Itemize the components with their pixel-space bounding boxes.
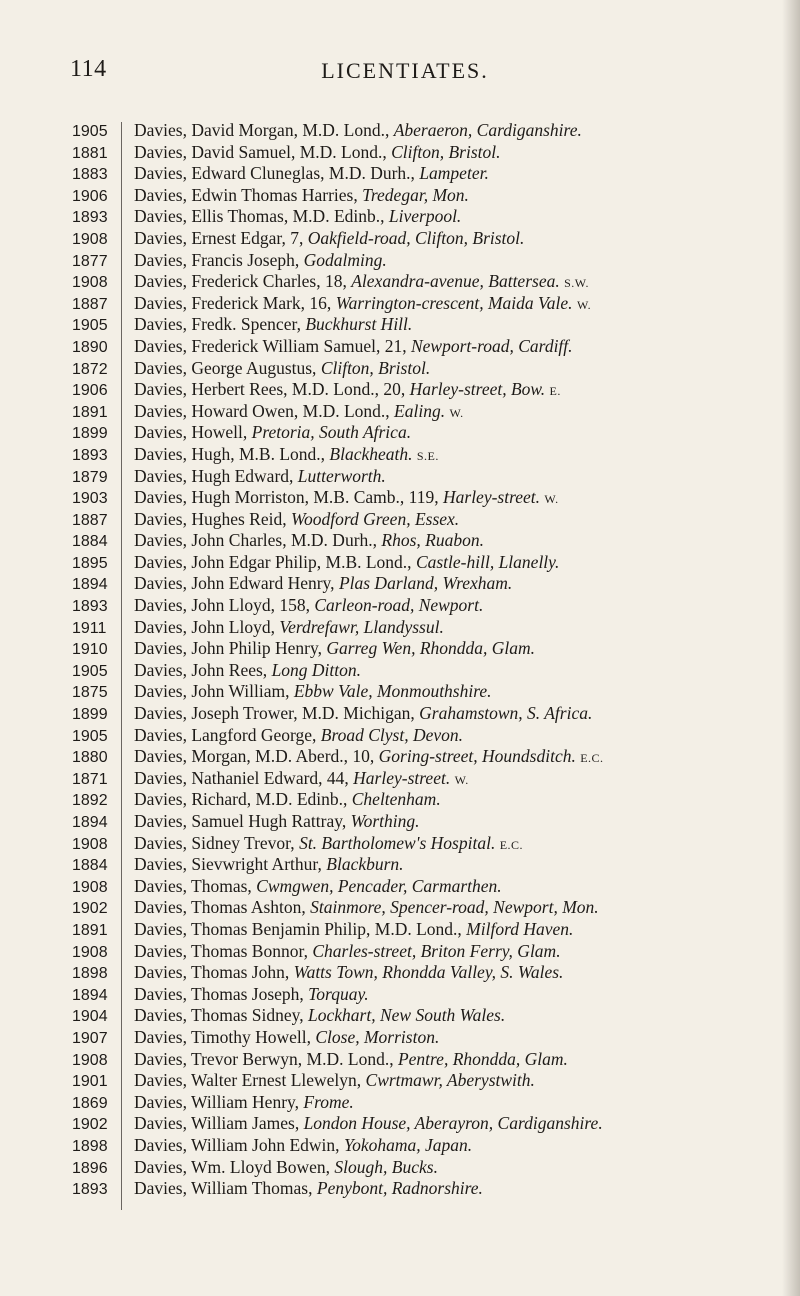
entry-place: Grahamstown, S. Africa. xyxy=(419,703,593,724)
entry-place: Milford Haven. xyxy=(466,918,574,939)
entry-year: 1872 xyxy=(72,360,108,378)
entry-text xyxy=(116,573,512,595)
list-item xyxy=(72,919,782,941)
list-item xyxy=(72,444,782,466)
entry-place: Charles-street, Briton Ferry, Glam. xyxy=(312,940,561,961)
list-item xyxy=(72,271,782,293)
entry-place: Plas Darland, Wrexham. xyxy=(338,573,513,594)
entry-name: Davies, Joseph Trower, M.D. Michigan, xyxy=(134,703,420,724)
entry-place: Oakfield-road, Clifton, Bristol. xyxy=(307,227,525,248)
list-item xyxy=(72,206,782,228)
entry-year: 1908 xyxy=(72,878,108,896)
entry-text xyxy=(116,1113,603,1135)
entry-name: Davies, Frederick Mark, 16, xyxy=(134,292,336,313)
page-edge-shadow xyxy=(782,0,800,1296)
list-item xyxy=(72,681,782,703)
entry-place: Rhos, Ruabon. xyxy=(381,530,484,551)
entry-place: Castle-hill, Llanelly. xyxy=(415,551,560,572)
entry-place: Tredegar, Mon. xyxy=(362,184,469,205)
entry-name: Davies, Richard, M.D. Edinb., xyxy=(134,789,352,810)
entry-place: Worthing. xyxy=(350,811,420,831)
entry-name: Davies, Edwin Thomas Harries, xyxy=(134,184,363,205)
entry-name: Davies, Hugh Edward, xyxy=(134,465,298,486)
entry-year: 1908 xyxy=(72,835,108,853)
list-item xyxy=(72,314,782,336)
entry-place: Godalming. xyxy=(303,249,387,270)
list-item xyxy=(72,358,782,380)
entry-name: Davies, Walter Ernest Llewelyn, xyxy=(134,1070,366,1091)
list-item xyxy=(72,833,782,855)
entry-year: 1893 xyxy=(72,1181,108,1199)
page-number: 114 xyxy=(70,56,107,82)
entry-name: Davies, Wm. Lloyd Bowen, xyxy=(134,1156,335,1177)
entry-place: Liverpool. xyxy=(388,206,462,227)
entry-year: 1887 xyxy=(72,511,108,529)
entry-text xyxy=(116,120,582,142)
entry-year: 1905 xyxy=(72,317,108,335)
list-item xyxy=(72,487,782,509)
entry-year: 1905 xyxy=(72,662,108,680)
entry-name: Davies, Hugh, M.B. Lond., xyxy=(134,443,330,464)
entry-year: 1880 xyxy=(72,749,108,767)
entry-year: 1902 xyxy=(72,900,108,918)
list-item xyxy=(72,120,782,142)
entry-year: 1893 xyxy=(72,598,108,616)
entry-text xyxy=(116,897,599,919)
entry-name: Davies, John Rees, xyxy=(134,659,272,680)
entry-postal-district: S.W. xyxy=(564,276,589,291)
entry-text xyxy=(116,681,492,703)
entry-name: Davies, John Lloyd, 158, xyxy=(134,595,315,616)
list-item xyxy=(72,573,782,595)
entry-text xyxy=(116,638,535,660)
entry-year: 1898 xyxy=(72,965,108,983)
entry-place: Carleon-road, Newport. xyxy=(314,595,484,616)
entry-text xyxy=(116,746,604,770)
entry-name: Davies, Edward Cluneglas, M.D. Durh., xyxy=(134,163,420,184)
entry-name: Davies, Frederick William Samuel, 21, xyxy=(134,335,411,356)
list-item xyxy=(72,1005,782,1027)
entry-year: 1871 xyxy=(72,770,108,788)
entry-text xyxy=(116,1005,505,1027)
entry-year: 1905 xyxy=(72,123,108,140)
entry-text xyxy=(116,1049,568,1071)
list-item xyxy=(72,293,782,315)
entry-text xyxy=(116,919,573,941)
entry-postal-district: E.C. xyxy=(499,837,524,852)
entry-text xyxy=(116,876,502,898)
list-item xyxy=(72,617,782,639)
entry-name: Davies, David Morgan, M.D. Lond., xyxy=(134,120,394,140)
entry-place: Harley-street, Bow. xyxy=(409,379,546,400)
entry-year: 1905 xyxy=(72,727,108,745)
entry-text xyxy=(116,530,484,552)
entry-year: 1894 xyxy=(72,986,108,1004)
entry-name: Davies, Trevor Berwyn, M.D. Lond., xyxy=(134,1048,398,1069)
list-item xyxy=(72,250,782,272)
entry-name: Davies, Sidney Trevor, xyxy=(134,832,300,853)
list-item xyxy=(72,1070,782,1092)
entry-year: 1895 xyxy=(72,554,108,572)
list-item xyxy=(72,984,782,1006)
entry-text xyxy=(116,660,361,682)
entry-name: Davies, Ernest Edgar, 7, xyxy=(134,227,308,248)
entry-place: London House, Aberayron, Cardiganshire. xyxy=(303,1113,603,1134)
entry-year: 1896 xyxy=(72,1159,108,1177)
entry-name: Davies, John Lloyd, xyxy=(134,616,280,637)
entry-text xyxy=(116,466,386,488)
entry-text xyxy=(116,293,591,317)
entry-text xyxy=(116,1027,439,1049)
entry-name: Davies, Hugh Morriston, M.B. Camb., 119, xyxy=(134,487,443,508)
list-item xyxy=(72,185,782,207)
entry-text xyxy=(116,228,524,250)
entry-year: 1884 xyxy=(72,533,108,551)
entry-year: 1869 xyxy=(72,1094,108,1112)
entry-year: 1902 xyxy=(72,1116,108,1134)
entry-place: Lockhart, New South Wales. xyxy=(308,1005,506,1026)
list-item xyxy=(72,660,782,682)
entry-place: Cheltenham. xyxy=(351,789,441,810)
list-item xyxy=(72,897,782,919)
list-item xyxy=(72,163,782,185)
list-item xyxy=(72,941,782,963)
entry-text xyxy=(116,725,463,747)
entry-text xyxy=(116,1157,438,1179)
list-item xyxy=(72,336,782,358)
list-item xyxy=(72,811,782,833)
entry-name: Davies, John Edgar Philip, M.B. Lond., xyxy=(134,551,416,572)
list-item xyxy=(72,768,782,790)
entry-year: 1904 xyxy=(72,1008,108,1026)
entry-name: Davies, Morgan, M.D. Aberd., 10, xyxy=(134,746,379,767)
entry-name: Davies, John Philip Henry, xyxy=(134,638,327,659)
list-item xyxy=(72,422,782,444)
entry-year: 1907 xyxy=(72,1029,108,1047)
list-item xyxy=(72,638,782,660)
entry-place: Aberaeron, Cardiganshire. xyxy=(393,120,582,140)
entry-name: Davies, John Edward Henry, xyxy=(134,573,339,594)
entry-year: 1893 xyxy=(72,446,108,464)
licentiates-list xyxy=(72,120,782,1200)
entry-place: Alexandra-avenue, Battersea. xyxy=(351,271,560,292)
entry-place: Woodford Green, Essex. xyxy=(291,508,460,529)
entry-year: 1877 xyxy=(72,252,108,270)
entry-year: 1883 xyxy=(72,166,108,184)
entry-place: Watts Town, Rhondda Valley, S. Wales. xyxy=(293,962,564,983)
entry-year: 1890 xyxy=(72,338,108,356)
entry-year: 1908 xyxy=(72,1051,108,1069)
entry-name: Davies, Hughes Reid, xyxy=(134,508,291,529)
entry-year: 1908 xyxy=(72,943,108,961)
entry-name: Davies, David Samuel, M.D. Lond., xyxy=(134,141,392,162)
entry-place: Lampeter. xyxy=(419,163,489,184)
entry-name: Davies, George Augustus, xyxy=(134,357,321,378)
entry-text xyxy=(116,401,464,425)
entry-postal-district: W. xyxy=(544,492,559,507)
entry-year: 1875 xyxy=(72,684,108,702)
entry-text xyxy=(116,163,489,185)
entry-name: Davies, Thomas, xyxy=(134,875,257,896)
entry-text xyxy=(116,552,559,574)
entry-year: 1879 xyxy=(72,468,108,486)
entry-year: 1891 xyxy=(72,921,108,939)
entry-place: Harley-street. xyxy=(353,767,451,788)
entry-name: Davies, William James, xyxy=(134,1113,304,1134)
entry-name: Davies, Howard Owen, M.D. Lond., xyxy=(134,400,395,421)
entry-name: Davies, Timothy Howell, xyxy=(134,1026,316,1047)
list-item xyxy=(72,725,782,747)
entry-name: Davies, Herbert Rees, M.D. Lond., 20, xyxy=(134,379,410,400)
entry-name: Davies, Thomas Bonnor, xyxy=(134,940,313,961)
entry-text xyxy=(116,595,483,617)
entry-place: Frome. xyxy=(303,1091,354,1112)
entry-name: Davies, Ellis Thomas, M.D. Edinb., xyxy=(134,206,389,227)
list-item xyxy=(72,1049,782,1071)
entry-name: Davies, Nathaniel Edward, 44, xyxy=(134,767,354,788)
entry-text xyxy=(116,768,469,792)
entry-year: 1903 xyxy=(72,490,108,508)
entry-name: Davies, Fredk. Spencer, xyxy=(134,314,306,335)
entry-postal-district: S.E. xyxy=(416,448,439,463)
entry-year: 1894 xyxy=(72,576,108,594)
entry-place: Yokohama, Japan. xyxy=(343,1134,473,1155)
entry-text xyxy=(116,185,469,207)
entry-text xyxy=(116,271,589,295)
list-item xyxy=(72,1092,782,1114)
entry-year: 1908 xyxy=(72,274,108,292)
entry-place: Ebbw Vale, Monmouthshire. xyxy=(293,681,492,702)
entry-text xyxy=(116,444,439,468)
entry-postal-district: W. xyxy=(454,772,469,787)
entry-place: Blackburn. xyxy=(326,854,404,875)
entry-text xyxy=(116,789,441,811)
entry-year: 1910 xyxy=(72,641,108,659)
entry-text xyxy=(116,962,563,984)
list-item xyxy=(72,1178,782,1200)
entry-postal-district: W. xyxy=(449,405,464,420)
entry-place: Goring-street, Houndsditch. xyxy=(378,746,576,767)
entry-text xyxy=(116,833,523,857)
entry-name: Davies, Frederick Charles, 18, xyxy=(134,271,352,292)
list-item xyxy=(72,1027,782,1049)
entry-place: Cwmgwen, Pencader, Carmarthen. xyxy=(256,875,502,896)
entry-place: Close, Morriston. xyxy=(315,1026,440,1047)
entry-year: 1887 xyxy=(72,295,108,313)
entry-place: Long Ditton. xyxy=(271,659,362,680)
entry-year: 1901 xyxy=(72,1073,108,1091)
entry-year: 1898 xyxy=(72,1137,108,1155)
entry-place: Lutterworth. xyxy=(297,465,386,486)
list-item xyxy=(72,1157,782,1179)
list-item xyxy=(72,854,782,876)
list-item xyxy=(72,595,782,617)
entry-year: 1892 xyxy=(72,792,108,810)
entry-place: Newport-road, Cardiff. xyxy=(410,335,573,356)
entry-name: Davies, Francis Joseph, xyxy=(134,249,304,270)
entry-name: Davies, Thomas Joseph, xyxy=(134,983,309,1004)
list-item xyxy=(72,962,782,984)
entry-place: Cwrtmawr, Aberystwith. xyxy=(365,1070,535,1091)
entry-place: Blackheath. xyxy=(329,443,413,464)
list-item xyxy=(72,1135,782,1157)
entry-name: Davies, John Charles, M.D. Durh., xyxy=(134,530,382,551)
entry-name: Davies, Samuel Hugh Rattray, xyxy=(134,811,351,831)
list-item xyxy=(72,401,782,423)
list-item xyxy=(72,379,782,401)
entry-year: 1911 xyxy=(72,619,107,637)
list-item xyxy=(72,1113,782,1135)
entry-name: Davies, Thomas Benjamin Philip, M.D. Lond., xyxy=(134,918,467,939)
list-item xyxy=(72,876,782,898)
entry-postal-district: W. xyxy=(576,297,592,312)
entry-place: Stainmore, Spencer-road, Newport, Mon. xyxy=(310,897,599,918)
entry-place: St. Bartholomew's Hospital. xyxy=(299,832,496,853)
entry-text xyxy=(116,250,387,272)
entry-name: Davies, Thomas John, xyxy=(134,962,294,983)
entry-place: Buckhurst Hill. xyxy=(305,314,413,335)
entry-place: Garreg Wen, Rhondda, Glam. xyxy=(326,638,536,659)
entry-text xyxy=(116,314,412,336)
entry-name: Davies, William Henry, xyxy=(134,1091,304,1112)
entry-postal-district: E.C. xyxy=(580,751,604,766)
entry-text xyxy=(116,379,561,403)
list-item xyxy=(72,746,782,768)
entry-text xyxy=(116,984,369,1006)
entry-place: Ealing. xyxy=(394,400,446,421)
entry-place: Pentre, Rhondda, Glam. xyxy=(397,1048,568,1069)
entry-place: Verdrefawr, Llandyssul. xyxy=(279,616,444,637)
entry-text xyxy=(116,1070,535,1092)
entry-text xyxy=(116,206,461,228)
list-item xyxy=(72,142,782,164)
entry-place: Warrington-crescent, Maida Vale. xyxy=(335,292,573,313)
entry-text xyxy=(116,422,411,444)
entry-text xyxy=(116,487,559,511)
entry-year: 1906 xyxy=(72,382,108,400)
list-item xyxy=(72,789,782,811)
entry-text xyxy=(116,617,444,639)
entry-year: 1891 xyxy=(72,403,108,421)
entry-place: Harley-street. xyxy=(443,487,541,508)
running-title: LICENTIATES. xyxy=(321,58,489,83)
entry-text xyxy=(116,1092,354,1114)
list-item xyxy=(72,552,782,574)
entry-name: Davies, Thomas Ashton, xyxy=(134,897,311,918)
entry-place: Penybont, Radnorshire. xyxy=(316,1178,483,1199)
list-item xyxy=(72,509,782,531)
entry-text xyxy=(116,509,459,531)
entry-text xyxy=(116,358,430,380)
entry-text xyxy=(116,336,573,358)
list-item xyxy=(72,228,782,250)
entry-name: Davies, William John Edwin, xyxy=(134,1134,344,1155)
entry-name: Davies, Langford George, xyxy=(134,724,321,745)
entry-year: 1893 xyxy=(72,209,108,227)
entry-year: 1884 xyxy=(72,857,108,875)
entry-name: Davies, Howell, xyxy=(134,422,252,443)
list-item xyxy=(72,466,782,488)
entry-name: Davies, Sievwright Arthur, xyxy=(134,854,327,875)
entry-text xyxy=(116,142,501,164)
entry-year: 1894 xyxy=(72,814,108,831)
entry-name: Davies, William Thomas, xyxy=(134,1178,317,1199)
entry-year: 1881 xyxy=(72,144,108,162)
entry-place: Pretoria, South Africa. xyxy=(251,422,412,443)
list-item xyxy=(72,703,782,725)
entry-text xyxy=(116,811,420,833)
entry-name: Davies, Thomas Sidney, xyxy=(134,1005,309,1026)
entry-year: 1906 xyxy=(72,187,108,205)
entry-place: Torquay. xyxy=(308,983,369,1004)
entry-year: 1908 xyxy=(72,230,108,248)
list-item xyxy=(72,530,782,552)
entry-year: 1899 xyxy=(72,706,108,724)
entry-place: Broad Clyst, Devon. xyxy=(320,724,464,745)
entry-text xyxy=(116,941,561,963)
entry-year: 1899 xyxy=(72,425,108,443)
entry-text xyxy=(116,703,592,725)
entry-place: Slough, Bucks. xyxy=(334,1156,438,1177)
entry-name: Davies, John William, xyxy=(134,681,294,702)
page-header xyxy=(70,50,740,90)
entry-text xyxy=(116,1135,472,1157)
entry-postal-district: E. xyxy=(549,384,561,399)
entry-place: Clifton, Bristol. xyxy=(320,357,431,378)
entry-place: Clifton, Bristol. xyxy=(391,141,501,162)
entry-text xyxy=(116,854,404,876)
entry-text xyxy=(116,1178,483,1200)
